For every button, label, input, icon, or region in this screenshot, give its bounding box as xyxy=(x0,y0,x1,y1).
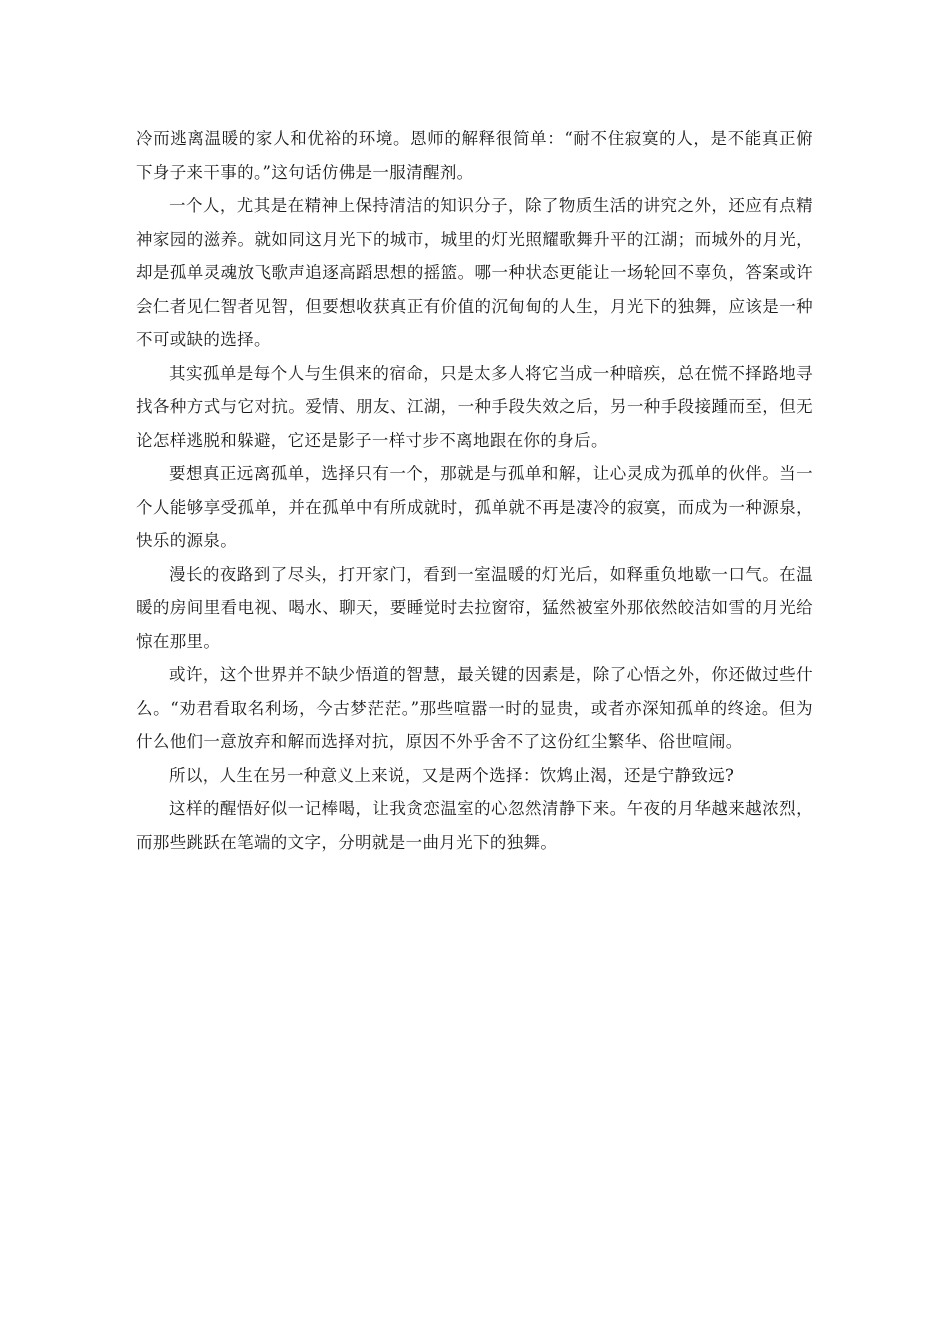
paragraph: 这样的醒悟好似一记棒喝，让我贪恋温室的心忽然清静下来。午夜的月华越来越浓烈，而那些跳跃在笔端的文字，分明就是一曲月光下的独舞。 xyxy=(136,799,813,852)
paragraph: 所以，人生在另一种意义上来说，又是两个选择：饮鸩止渴，还是宁静致远? xyxy=(169,765,735,785)
paragraph: 漫长的夜路到了尽头，打开家门，看到一室温暖的灯光后，如释重负地歇一口气。在温暖的房间里看电视、喝水、聊天，要睡觉时去拉窗帘，猛然被室外那依然皎洁如雪的月光给惊在那里。 xyxy=(136,564,813,651)
paragraph: 一个人，尤其是在精神上保持清洁的知识分子，除了物质生活的讲究之外，还应有点精神家园的滋养。就如同这月光下的城市，城里的灯光照耀歌舞升平的江湖；而城外的月光，却是孤单灵魂放飞歌声追逐高蹈思想的摇篮。哪一种状态更能让一场轮回不辜负，答案或许会仁者见仁智者见智，但要想收获真正有价值的沉甸甸的人生，月光下的独舞，应该是一种不可或缺的选择。 xyxy=(136,196,813,349)
paragraph: 要想真正远离孤单，选择只有一个，那就是与孤单和解，让心灵成为孤单的伙伴。当一个人能够享受孤单，并在孤单中有所成就时，孤单就不再是凄冷的寂寞，而成为一种源泉，快乐的源泉。 xyxy=(136,464,813,550)
article-body xyxy=(136,122,813,859)
paragraph: 其实孤单是每个人与生俱来的宿命，只是太多人将它当成一种暗疾，总在慌不择路地寻找各种方式与它对抗。爱情、朋友、江湖，一种手段失效之后，另一种手段接踵而至，但无论怎样逃脱和躲避，它还是影子一样寸步不离地跟在你的身后。 xyxy=(136,363,813,450)
paragraph-continuation: 冷而逃离温暖的家人和优裕的环境。恩师的解释很简单：“耐不住寂寞的人，是不能真正俯下身子来干事的。”这句话仿佛是一服清醒剂。 xyxy=(136,129,813,182)
paragraph: 或许，这个世界并不缺少悟道的智慧，最关键的因素是，除了心悟之外，你还做过些什么。“劝君看取名利场，今古梦茫茫。”那些喧嚣一时的显贵，或者亦深知孤单的终途。但为什么他们一意放弃和解而选择对抗，原因不外乎舍不了这份红尘繁华、俗世喧闹。 xyxy=(136,665,813,751)
